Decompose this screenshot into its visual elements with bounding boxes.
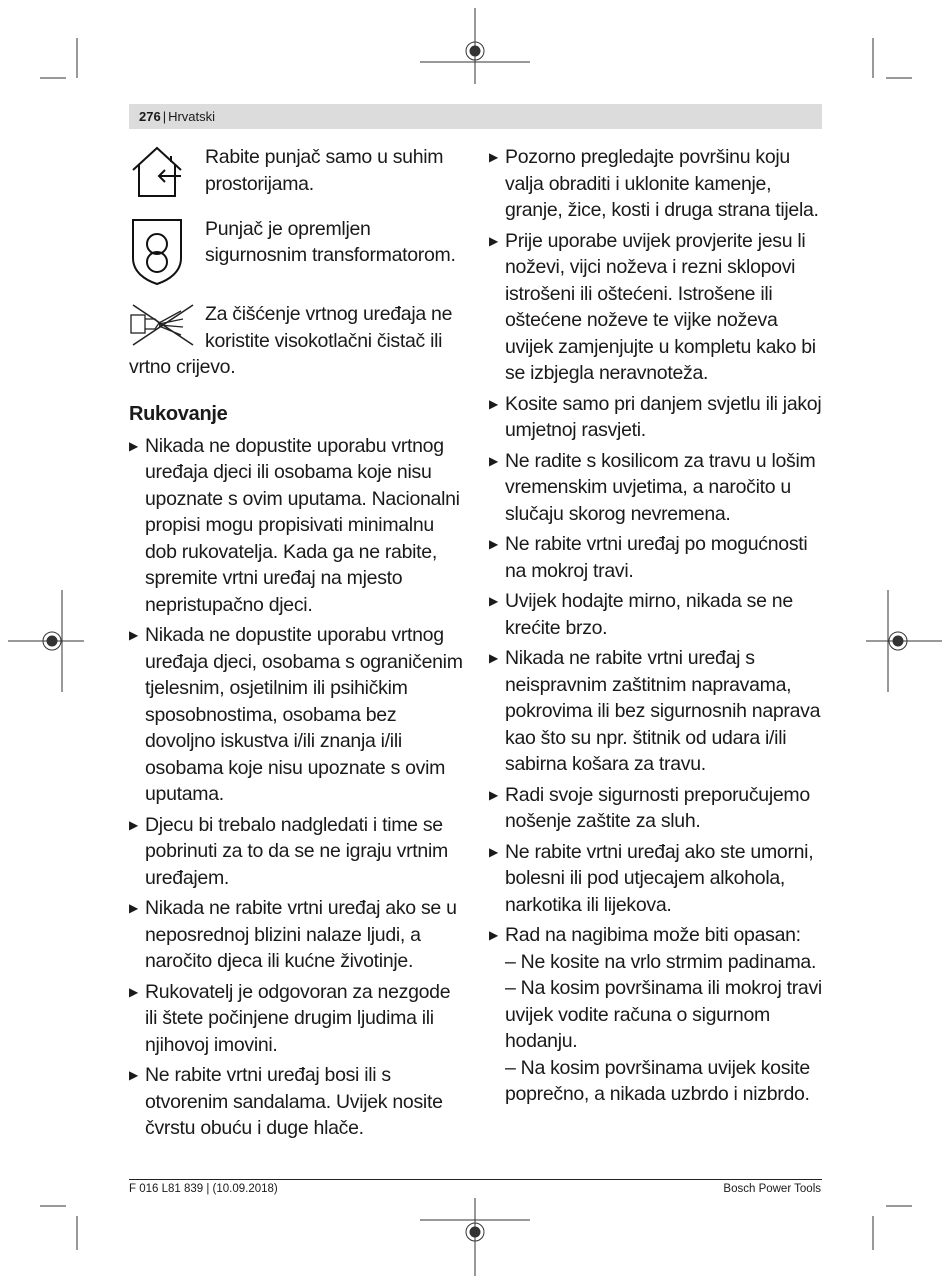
slope-item: – Ne kosite na vrlo strmim padinama. [505,950,817,973]
bullet-item [129,433,464,619]
bullet-item [489,839,824,919]
indoor-house-icon [129,144,191,208]
bullet-item [129,622,464,808]
bullet-text: Ne radite s kosilicom za travu u lošim vremenskim uvjetima, a naročito u slučaju skorog nevremena. [505,449,816,525]
footer-rule [129,1179,822,1180]
symbol-text-no-washer: Za čišćenje vrtnog uređaja ne koristite visokotlačni čistač ili vrtno crijevo. [129,303,453,378]
slope-intro: Rad na nagibima može biti opasan: [505,924,801,946]
bullet-text: Djecu bi trebalo nadgledati i time se pobrinuti za to da se ne igraju vrtnim uređajem. [145,813,448,889]
header-language: Hrvatski [168,109,216,124]
bullet-text: Pozorno pregledajte površinu koju valja obraditi i uklonite kamenje, granje, žice, kosti i druga strana tijela. [505,146,819,221]
bullet-text: Rukovatelj je odgovoran za nezgode ili štete počinjene drugim ljudima ili njihovoj imovini. [145,980,451,1056]
symbol-row-no-washer [129,301,464,381]
bullet-arrow-icon: ▶ [489,233,498,248]
bullet-text: Radi svoje sigurnosti preporučujemo nošenje zaštite za sluh. [505,783,810,832]
footer-doc-ref: F 016 L81 839 | (10.09.2018) [129,1183,278,1195]
symbol-text-indoor: Rabite punjač samo u suhim prostorijama. [205,146,444,195]
bullet-text: Nikada ne rabite vrtni uređaj s neispravnim zaštitnim napravama, pokrovima ili bez sigurnosnih naprava kao što su npr. štitnik od udara i/ili sabirna košara za travu. [505,647,821,775]
bullet-item [489,448,824,528]
bullet-text: Prije uporabe uvijek provjerite jesu li noževi, vijci noževa i rezni sklopovi istrošeni ili oštećeni. Istrošene ili oštećene noževe te vijke noževa uvijek zamjenjujte u kompletu kako bi se izbjegla neravnoteža. [505,229,816,384]
page-header [129,104,822,129]
bullet-text: Nikada ne dopustite uporabu vrtnog uređaja djeci, osobama s ograničenim tjelesnim, osjetilnim ili psihičkim sposobnostima, osobama bez dovoljno iskustva i/ili znanja i/ili osobama koje nisu upoznate s ovim uputama. [145,624,463,805]
no-pressure-washer-icon [129,301,197,353]
left-bullet-list [129,433,464,1142]
bullet-item [489,531,824,584]
right-bullet-list [489,144,824,918]
page-number: 276 [139,109,161,124]
bullet-arrow-icon: ▶ [489,928,498,942]
bullet-arrow-icon: ▶ [129,1068,138,1082]
bullet-text: Ne rabite vrtni uređaj ako ste umorni, bolesni ili pod utjecajem alkohola, narkotika ili lijekova. [505,840,814,916]
bullet-arrow-icon: ▶ [489,651,498,665]
slope-bullet [489,922,824,1108]
bullet-item [489,782,824,835]
bullet-text: Nikada ne dopustite uporabu vrtnog uređaja djeci ili osobama koje nisu upoznate s ovim uputama. Nacionalni propisi mogu propisivati minimalnu dob rukovatelja. Kada ga ne rabite, spremite vrtni uređaj na mjesto nepristupačno djeci. [145,434,460,616]
bullet-arrow-icon: ▶ [489,396,498,411]
bullet-arrow-icon: ▶ [129,984,138,999]
bullet-item [129,979,464,1059]
bullet-item [489,228,824,387]
header-separator: | [162,109,167,124]
slope-item: – Na kosim površinama ili mokroj travi uvijek vodite računa o sigurnom hodanju. [505,977,822,1052]
bullet-arrow-icon: ▶ [489,150,498,164]
section-title: Rukovanje [129,402,228,425]
bullet-text: Nikada ne rabite vrtni uređaj ako se u neposrednoj blizini nalaze ljudi, a naročito djeca ili kućne životinje. [145,897,457,972]
bullet-item [129,1062,464,1142]
slope-item: – Na kosim površinama uvijek kosite poprečno, a nikada uzbrdo i nizbrdo. [505,1056,810,1105]
bullet-item [489,588,824,641]
bullet-arrow-icon: ▶ [489,594,498,608]
bullet-text: Ne rabite vrtni uređaj po mogućnosti na mokroj travi. [505,533,808,582]
bullet-arrow-icon: ▶ [489,844,498,859]
bullet-arrow-icon: ▶ [489,787,498,802]
footer-brand: Bosch Power Tools [723,1183,821,1195]
bullet-item [129,895,464,975]
bullet-item [489,391,824,444]
right-column [489,144,824,1112]
bullet-item [489,645,824,778]
bullet-item [489,144,824,224]
symbol-text-transformer: Punjač je opremljen sigurnosnim transformatorom. [205,217,456,266]
bullet-arrow-icon: ▶ [129,817,138,832]
slope-bullet-list [489,922,824,1108]
bullet-arrow-icon: ▶ [129,628,138,642]
bullet-text: Uvijek hodajte mirno, nikada se ne krećite brzo. [505,590,793,639]
left-column [129,144,464,1146]
bullet-arrow-icon: ▶ [489,537,498,551]
bullet-item [129,812,464,892]
bullet-text: Kosite samo pri danjem svjetlu ili jakoj umjetnoj rasvjeti. [505,392,822,441]
bullet-arrow-icon: ▶ [489,453,498,468]
symbol-row-indoor [129,144,464,208]
symbol-row-transformer [129,216,464,294]
bullet-arrow-icon: ▶ [129,901,138,915]
safety-transformer-icon [129,216,191,294]
bullet-arrow-icon: ▶ [129,438,138,453]
bullet-text: Ne rabite vrtni uređaj bosi ili s otvorenim sandalama. Uvijek nosite čvrstu obuću i duge hlače. [145,1064,443,1139]
